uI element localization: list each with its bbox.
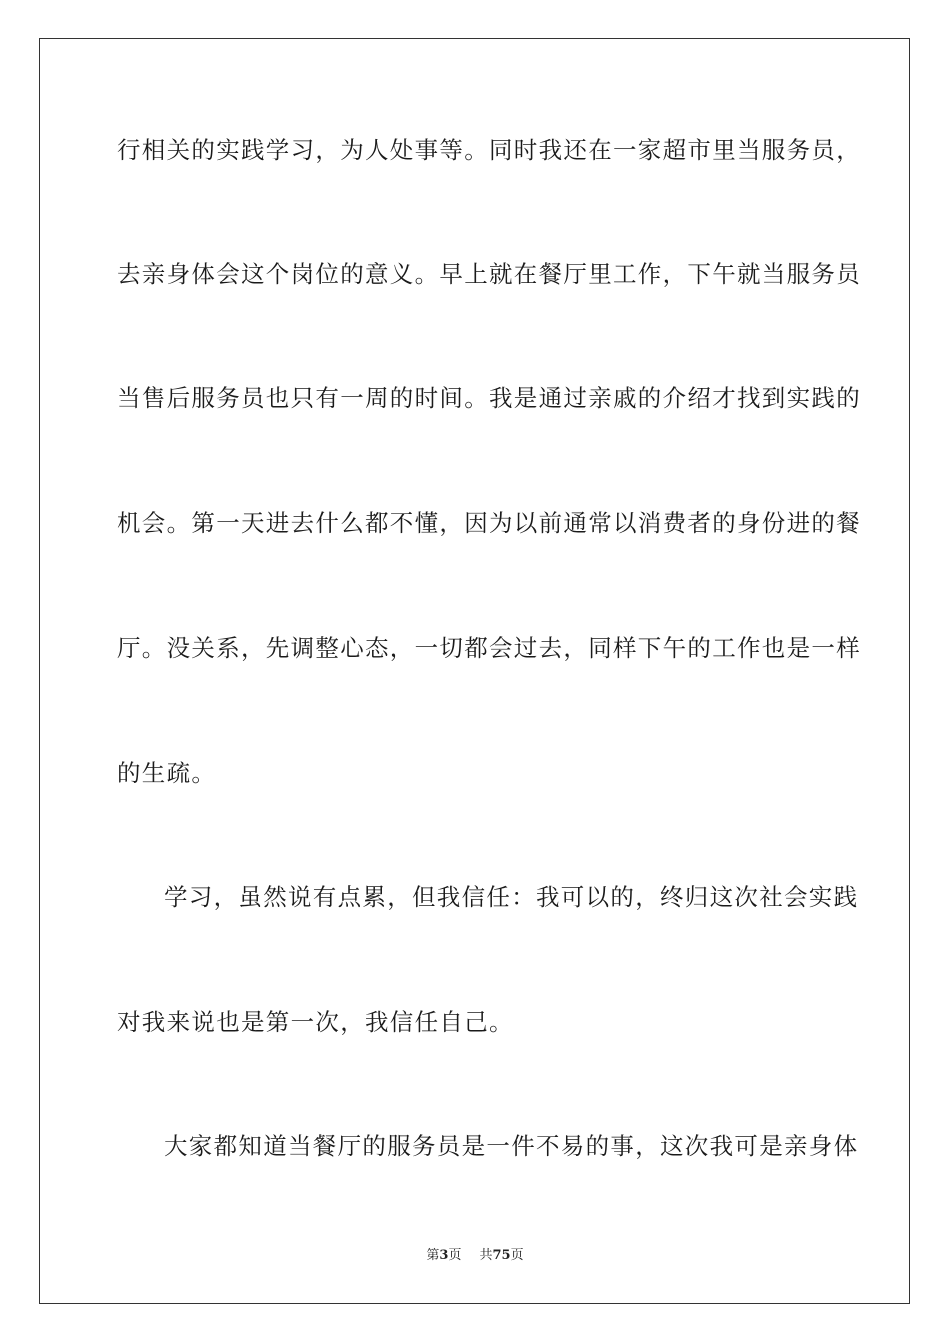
page-suffix: 页 [448,1248,462,1263]
total-prefix: 共 [479,1248,493,1263]
text-line: 对我来说也是第一次，我信任自己。 [117,1008,514,1036]
text-line: 机会。第一天进去什么都不懂，因为以前通常以消费者的身份进的餐 [117,509,861,537]
text-line: 当售后服务员也只有一周的时间。我是通过亲戚的介绍才找到实践的 [117,384,861,412]
text-line: 厅。没关系，先调整心态，一切都会过去，同样下午的工作也是一样 [117,634,861,662]
page-number: 3 [439,1248,449,1263]
page-footer [0,1246,950,1266]
text-line: 行相关的实践学习，为人处事等。同时我还在一家超市里当服务员， [117,136,861,164]
total-pages: 75 [492,1248,511,1263]
total-suffix: 页 [510,1248,524,1263]
text-line: 的生疏。 [117,759,217,787]
text-line: 去亲身体会这个岗位的意义。早上就在餐厅里工作，下午就当服务员 [117,260,861,288]
page-border [39,38,910,1304]
page-prefix: 第 [426,1248,440,1263]
paragraph-start-line: 大家都知道当餐厅的服务员是一件不易的事，这次我可是亲身体 [164,1132,859,1160]
paragraph-start-line: 学习，虽然说有点累，但我信任：我可以的，终归这次社会实践 [164,883,859,911]
